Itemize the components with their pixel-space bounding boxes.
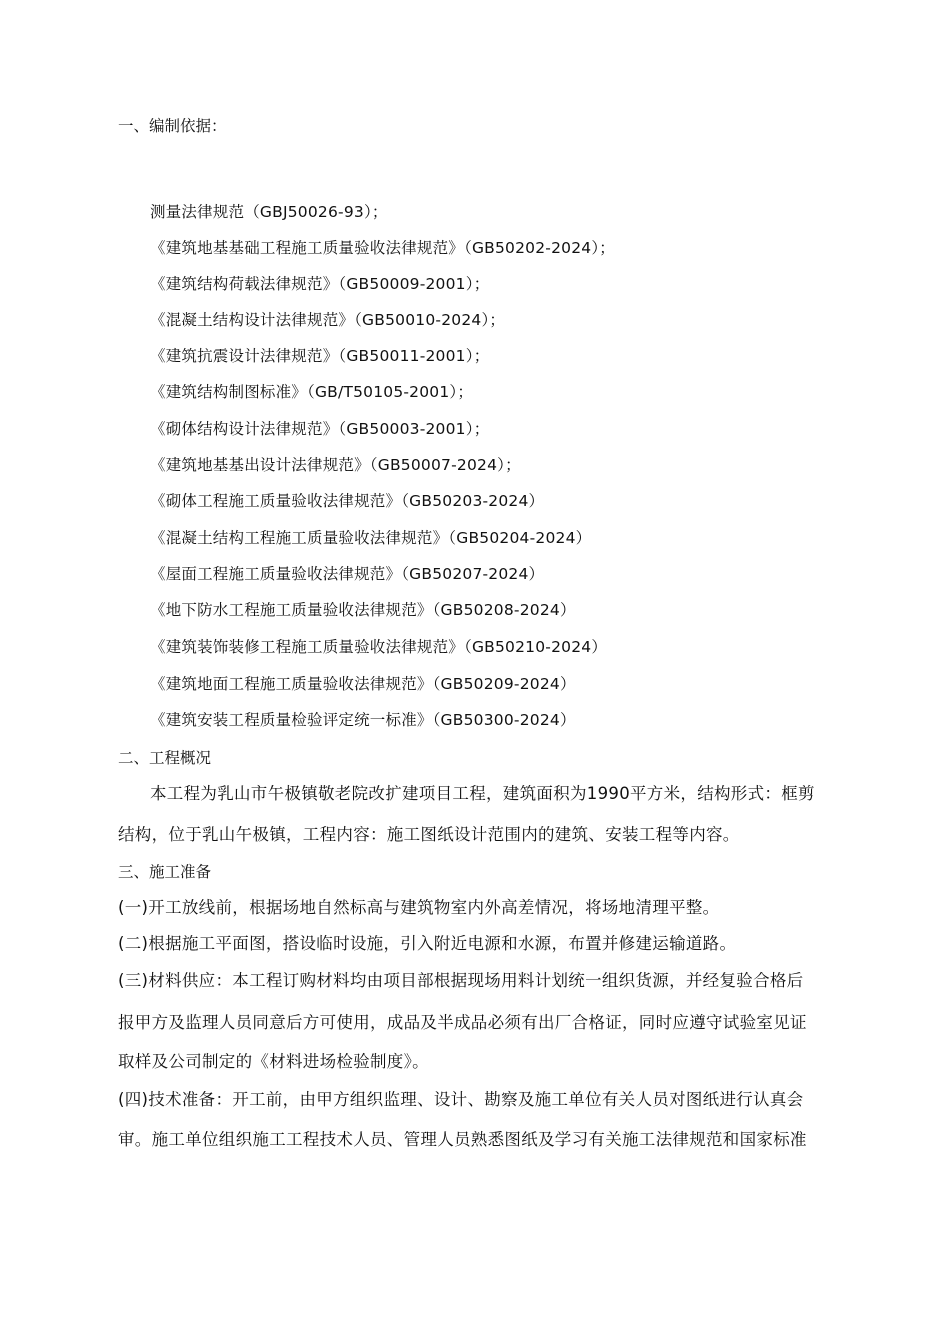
reference-item: 《建筑地面工程施工质量验收法律规范》（GB50209-2024） <box>150 675 576 693</box>
overview-paragraph-line: 本工程为乳山市午极镇敬老院改扩建项目工程，建筑面积为1990平方米，结构形式：框剪 <box>150 784 815 803</box>
preparation-item-1: (一)开工放线前，根据场地自然标高与建筑物室内外高差情况，将场地清理平整。 <box>118 898 720 917</box>
reference-item: 《混凝土结构设计法律规范》（GB50010-2024）； <box>150 311 506 329</box>
preparation-item-3-line: 报甲方及监理人员同意后方可使用，成品及半成品必须有出厂合格证，同时应遵守试验室见证 <box>118 1013 807 1032</box>
reference-item: 《建筑装饰装修工程施工质量验收法律规范》（GB50210-2024） <box>150 638 608 656</box>
preparation-item-3-line: (三)材料供应：本工程订购材料均由项目部根据现场用料计划统一组织货源，并经复验合格后 <box>118 971 804 990</box>
preparation-item-4-line: 审。施工单位组织施工工程技术人员、管理人员熟悉图纸及学习有关施工法律规范和国家标准 <box>118 1130 807 1149</box>
reference-item: 《地下防水工程施工质量验收法律规范》（GB50208-2024） <box>150 601 576 619</box>
reference-item: 《建筑结构荷载法律规范》（GB50009-2001）； <box>150 275 490 293</box>
section-heading-basis: 一、编制依据： <box>118 117 227 135</box>
reference-item: 《建筑地基基础工程施工质量验收法律规范》（GB50202-2024）； <box>150 239 615 257</box>
preparation-item-4-line: (四)技术准备：开工前，由甲方组织监理、设计、勘察及施工单位有关人员对图纸进行认真会 <box>118 1090 804 1109</box>
reference-item: 《建筑地基基出设计法律规范》（GB50007-2024）； <box>150 456 521 474</box>
reference-item: 测量法律规范（GBJ50026-93）； <box>150 203 388 221</box>
section-heading-preparation: 三、施工准备 <box>118 863 212 881</box>
reference-item: 《砌体结构设计法律规范》（GB50003-2001）； <box>150 420 490 438</box>
overview-paragraph-line: 结构，位于乳山午极镇，工程内容：施工图纸设计范围内的建筑、安装工程等内容。 <box>118 825 740 844</box>
reference-item: 《屋面工程施工质量验收法律规范》（GB50207-2024） <box>150 565 545 583</box>
preparation-item-3-line: 取样及公司制定的《材料进场检验制度》。 <box>118 1052 429 1071</box>
reference-item: 《混凝土结构工程施工质量验收法律规范》（GB50204-2024） <box>150 529 592 547</box>
reference-item: 《建筑结构制图标准》（GB/T50105-2001）； <box>150 383 474 401</box>
section-heading-overview: 二、工程概况 <box>118 749 212 767</box>
reference-item: 《砌体工程施工质量验收法律规范》（GB50203-2024） <box>150 492 545 510</box>
reference-item: 《建筑安装工程质量检验评定统一标准》（GB50300-2024） <box>150 711 576 729</box>
reference-item: 《建筑抗震设计法律规范》（GB50011-2001）； <box>150 347 490 365</box>
preparation-item-2: (二)根据施工平面图，搭设临时设施，引入附近电源和水源，布置并修建运输道路。 <box>118 934 737 953</box>
